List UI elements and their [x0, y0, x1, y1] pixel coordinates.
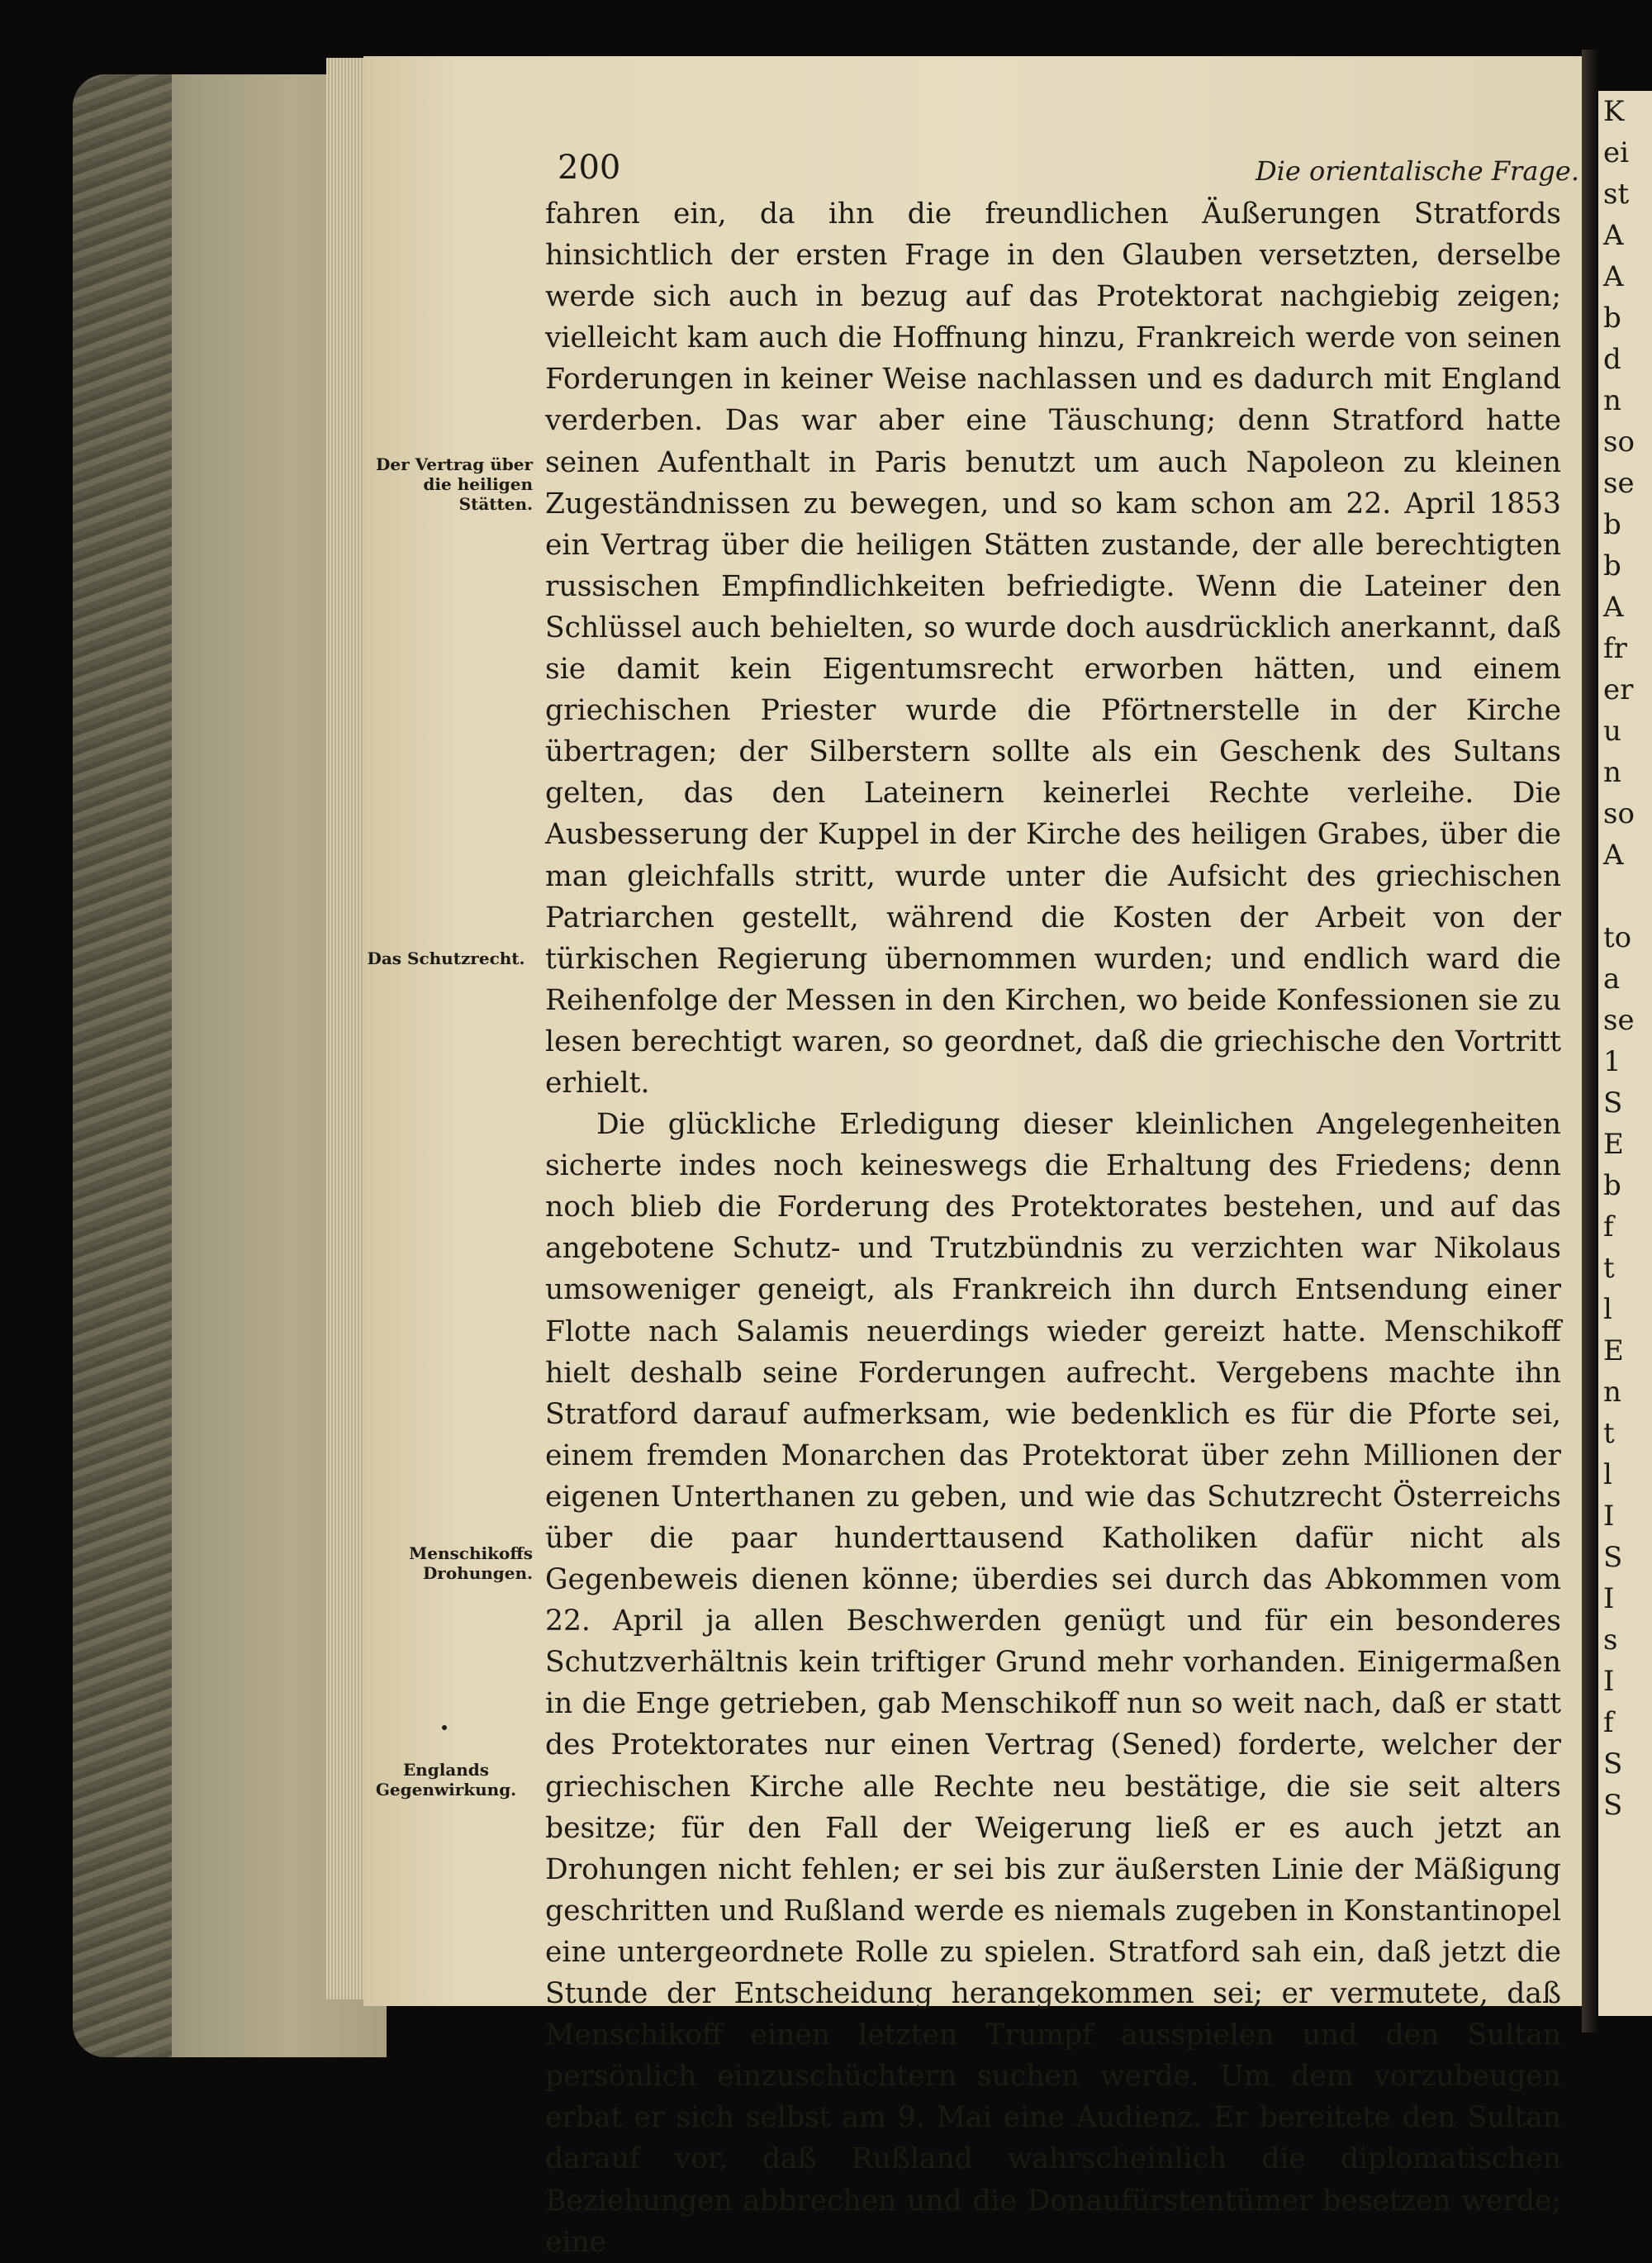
- right-page-fragment: n: [1603, 756, 1621, 789]
- right-page-fragment: l: [1603, 1293, 1612, 1326]
- right-page-fragment: S: [1603, 1541, 1623, 1574]
- right-page-edge: [1598, 91, 1652, 2016]
- right-page-fragment: I: [1603, 1665, 1615, 1698]
- right-page-fragment: A: [1603, 591, 1624, 624]
- right-page-fragment: S: [1603, 1747, 1623, 1780]
- right-page-fragment: d: [1603, 343, 1621, 376]
- right-page-fragment: b: [1603, 508, 1621, 541]
- right-page-fragment: st: [1603, 178, 1630, 211]
- right-page-fragment: E: [1603, 1128, 1624, 1161]
- right-page-fragment: f: [1603, 1210, 1614, 1243]
- right-page-fragment: A: [1603, 219, 1624, 252]
- right-page-fragment: t: [1603, 1417, 1615, 1450]
- margin-note-schutzrecht: Das Schutzrecht.: [367, 948, 525, 968]
- right-page-fragment: K: [1603, 95, 1625, 128]
- margin-note-vertrag: Der Vertrag über die heiligen Stätten.: [376, 454, 533, 514]
- right-page-fragment: A: [1603, 839, 1624, 872]
- right-page-fragment: f: [1603, 1706, 1614, 1739]
- right-page-fragment: se: [1603, 1004, 1635, 1037]
- right-page-fragment: t: [1603, 1252, 1615, 1285]
- right-page-fragment: u: [1603, 715, 1621, 748]
- margin-note-gegenwirkung: Englands Gegenwirkung.: [375, 1760, 517, 1799]
- marbled-cover: [73, 74, 172, 2057]
- paragraph: fahren ein, da ihn die freundlichen Äußerungen Stratfords hinsichtlich der ersten Frage in den Glauben versetzten, derselbe werde sich auch in bezug auf das Protektorat nachgiebig zeigen; vielleicht kam auch die Hoffnung hinzu, Frankreich werde von seinen Forderungen in keiner Weise nachlassen und es dadurch mit England verderben. Das war aber eine Täuschung; denn Stratford hatte seinen Aufenthalt in Paris benutzt um auch Napoleon zu kleinen Zugeständnissen zu bewegen, und so kam schon am 22. April 1853 ein Vertrag über die heiligen Stätten zustande, der alle berechtigten russischen Empfindlichkeiten befriedigte. Wenn die Lateiner den Schlüssel auch behielten, so wurde doch ausdrücklich anerkannt, daß sie damit kein Eigentumsrecht erworben hätten, und einem griechischen Priester wurde die Pförtnerstelle in der Kirche übertragen; der Silberstern sollte als ein Geschenk des Sultans gelten, das den Lateinern keinerlei Rechte verleihe. Die Ausbesserung der Kuppel in der Kirche des heiligen Grabes, über die man gleichfalls stritt, wurde unter die Aufsicht des griechischen Patriarchen gestellt, während die Kosten der Arbeit von der türkischen Regierung übernommen wurden; und endlich ward die Reihenfolge der Messen in den Kirchen, wo beide Konfessionen sie zu lesen berechtigt waren, so geordnet, daß die griechische den Vortritt erhielt.: [545, 197, 1561, 1100]
- right-page-fragment: b: [1603, 302, 1621, 335]
- right-page-fragment: so: [1603, 426, 1635, 459]
- right-page-fragment: S: [1603, 1789, 1623, 1822]
- right-page-fragment: 1: [1603, 1045, 1621, 1078]
- page-number: 200: [558, 149, 621, 187]
- right-page-fragment: b: [1603, 1169, 1621, 1202]
- right-page-fragment: [1598, 876, 1652, 917]
- book-gutter: [1582, 50, 1598, 2032]
- right-page-fragment: n: [1603, 1376, 1621, 1409]
- right-page-fragment: E: [1603, 1334, 1624, 1367]
- right-page-fragment: er: [1603, 673, 1634, 706]
- running-title: Die orientalische Frage.: [1256, 155, 1579, 187]
- right-page-fragment: a: [1603, 963, 1621, 996]
- right-page-fragment: so: [1603, 797, 1635, 830]
- right-page-fragment: s: [1603, 1624, 1618, 1657]
- body-text: [545, 193, 1561, 2263]
- paragraph: Die glückliche Erledigung dieser kleinlichen Angelegenheiten sicherte indes noch keineswegs die Erhaltung des Friedens; denn noch blieb die Forderung des Protektorates bestehen, und auf das angebotene Schutz- und Trutzbündnis zu verzichten war Nikolaus umsoweniger geneigt, als Frankreich ihn durch Entsendung einer Flotte nach Salamis neuerdings wieder gereizt hatte. Menschikoff hielt deshalb seine Forderungen aufrecht. Vergebens machte ihn Stratford darauf aufmerksam, wie bedenklich es für die Pforte sei, einem fremden Monarchen das Protektorat über zehn Millionen der eigenen Unterthanen zu geben, und wie das Schutzrecht Österreichs über die paar hunderttausend Katholiken dafür nicht als Gegenbeweis dienen könne; überdies sei durch das Abkommen vom 22. April ja allen Beschwerden genügt und für ein besonderes Schutzverhältnis kein triftiger Grund mehr vorhanden. Einigermaßen in die Enge getrieben, gab Menschikoff nun so weit nach, daß er statt des Protektorates nur einen Vertrag (Sened) forderte, welcher der griechischen Kirche alle Rechte neu bestätige, die sie seit alters besitze; für den Fall der Weigerung ließ er es auch jetzt an Drohungen nicht fehlen; er sei bis zur äußersten Linie der Mäßigung geschritten und Rußland werde es niemals zugeben in Konstantinopel eine untergeordnete Rolle zu spielen. Stratford sah ein, daß jetzt die Stunde der Entscheidung herangekommen sei; er vermutete, daß Menschikoff einen letzten Trumpf ausspielen und den Sultan persönlich einzuschüchtern suchen werde. Um dem vorzubeugen erbat er sich selbst am 9. Mai eine Audienz. Er bereitete den Sultan darauf vor, daß Rußland wahrscheinlich die diplomatischen Beziehungen abbrechen und die Donaufürstentümer besetzen werde; eine: [545, 1108, 1561, 2259]
- right-page-fragment: to: [1603, 921, 1632, 954]
- right-page-fragment: b: [1603, 549, 1621, 582]
- right-page-fragment: se: [1603, 467, 1635, 500]
- right-page-fragment: fr: [1603, 632, 1627, 665]
- right-page-fragment: ei: [1603, 136, 1629, 169]
- right-page-fragment: I: [1603, 1500, 1615, 1533]
- ornament-dot: [442, 1725, 447, 1730]
- right-page-fragment: n: [1603, 384, 1621, 417]
- right-page-fragment: l: [1603, 1458, 1612, 1491]
- right-page-fragment: I: [1603, 1582, 1615, 1615]
- right-page-fragment: S: [1603, 1086, 1623, 1120]
- right-page-fragment: A: [1603, 260, 1624, 293]
- margin-note-drohungen: Menschikoffs Drohungen.: [409, 1543, 533, 1583]
- book-page: [363, 56, 1594, 2259]
